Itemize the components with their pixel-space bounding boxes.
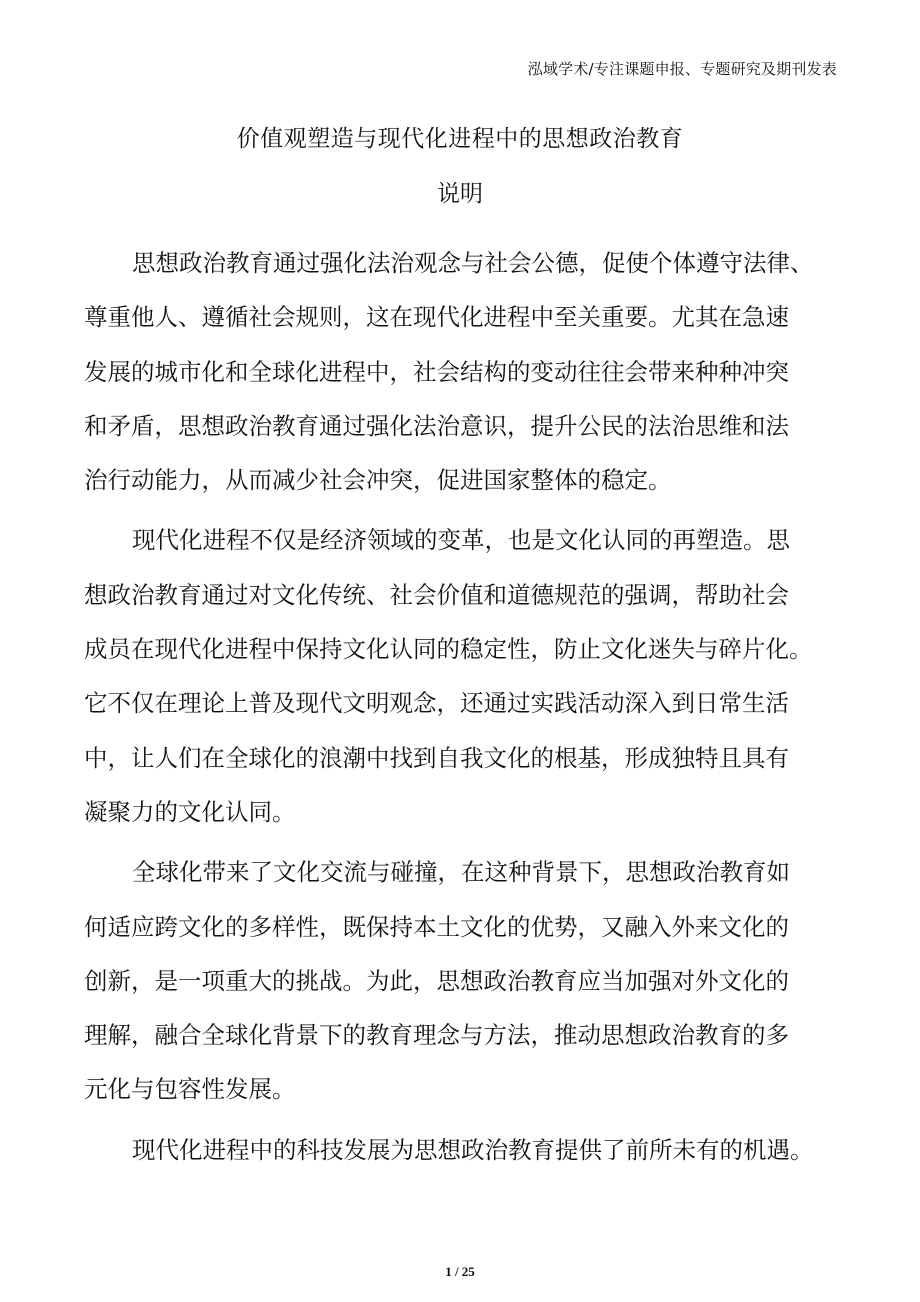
paragraph-line: 它不仅在理论上普及现代文明观念，还通过实践活动深入到日常生活	[84, 689, 789, 718]
paragraph-line: 尊重他人、遵循社会规则，这在现代化进程中至关重要。尤其在急速	[84, 303, 789, 332]
paragraph-line: 全球化带来了文化交流与碰撞，在这种背景下，思想政治教育如	[132, 858, 790, 887]
section-heading: 说明	[437, 181, 483, 207]
paragraph-line: 成员在现代化进程中保持文化认同的稳定性，防止文化迷失与碎片化。	[84, 635, 813, 664]
paragraph-4	[84, 1123, 854, 1177]
paragraph-line: 想政治教育通过对文化传统、社会价值和道德规范的强调，帮助社会	[84, 580, 789, 609]
paragraph-line: 现代化进程不仅是经济领域的变革，也是文化认同的再塑造。思	[132, 526, 790, 555]
paragraph-line: 中，让人们在全球化的浪潮中找到自我文化的根基，形成独特且具有	[84, 743, 789, 772]
document-body	[84, 236, 854, 1183]
page-number: 1 / 25	[445, 1264, 475, 1279]
paragraph-line: 现代化进程中的科技发展为思想政治教育提供了前所未有的机遇。	[132, 1135, 814, 1164]
document-title: 价值观塑造与现代化进程中的思想政治教育	[236, 126, 684, 152]
paragraph-line: 凝聚力的文化认同。	[84, 797, 296, 826]
paragraph-line: 和矛盾，思想政治教育通过强化法治意识，提升公民的法治思维和法	[84, 411, 789, 440]
page-header: 泓域学术/专注课题申报、专题研究及期刊发表	[527, 60, 837, 78]
paragraph-3	[84, 845, 854, 1116]
paragraph-line: 理解，融合全球化背景下的教育理念与方法，推动思想政治教育的多	[84, 1021, 789, 1050]
paragraph-line: 治行动能力，从而减少社会冲突，促进国家整体的稳定。	[84, 466, 672, 495]
paragraph-line: 元化与包容性发展。	[84, 1075, 296, 1104]
paragraph-line: 发展的城市化和全球化进程中，社会结构的变动往往会带来种种冲突	[84, 357, 789, 386]
paragraph-1	[84, 236, 854, 507]
paragraph-2	[84, 513, 854, 839]
paragraph-line: 思想政治教育通过强化法治观念与社会公德，促使个体遵守法律、	[132, 249, 814, 277]
paragraph-line: 创新，是一项重大的挑战。为此，思想政治教育应当加强对外文化的	[84, 966, 789, 995]
paragraph-line: 何适应跨文化的多样性，既保持本土文化的优势，又融入外来文化的	[84, 912, 789, 941]
